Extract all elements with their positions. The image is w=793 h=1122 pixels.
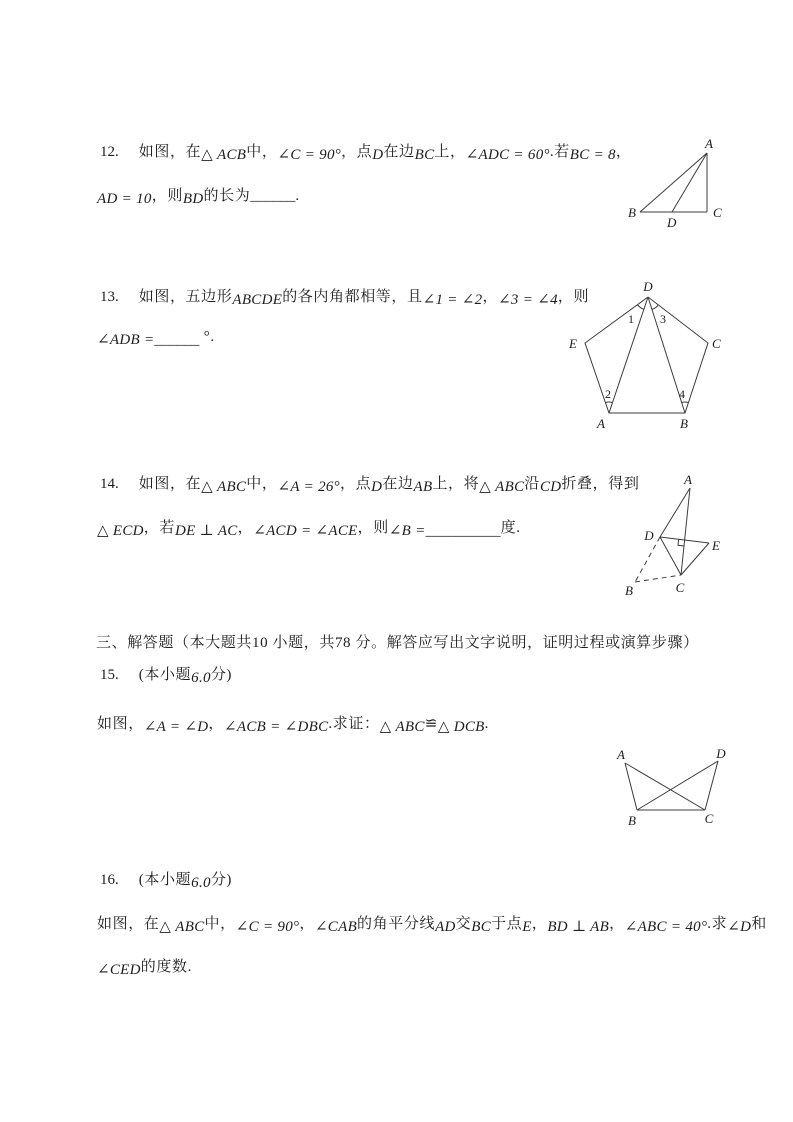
text-run: °. [199,329,215,345]
vertex-label-d: D [667,215,677,230]
text-run: 上，将 [432,476,480,492]
text-run: 分) [210,667,233,683]
math-run: AD = 10 [97,191,152,207]
math-run: D [372,147,384,163]
text-run: 沿 [524,476,540,492]
math-run: BC [471,919,492,935]
figure-q15-bowtie-triangles [610,748,735,830]
text-run: (本小题 [138,872,192,888]
text-run: 的角平分线 [357,916,436,932]
vertex-label-b: B [625,583,633,598]
text-run: 中， [246,476,278,492]
math-run: ABCDE [232,292,283,308]
math-run: BD ⊥ AB [547,919,610,935]
vertex-label-c: C [704,811,714,826]
math-run: △ ABC [201,479,247,495]
question-12-line-2 [97,184,300,206]
text-run: 中， [246,144,278,160]
triangle-edges [640,153,707,212]
figure-q12-right-triangle [625,135,735,230]
score-value: 6.0 [191,875,211,891]
vertex-label-e: E [712,538,720,553]
text-run: 和 [751,916,767,932]
math-run: △ ECD [97,523,144,539]
math-run: ∠D [727,919,752,935]
text-run: ，则 [357,520,389,536]
math-run: ∠ABC = 40° [624,919,708,935]
math-run: ∠ADB = [97,332,155,348]
text-run: 的各内角都相等，且 [282,289,423,305]
text-run: 上， [434,144,466,160]
math-run: ∠CAB [314,919,358,935]
text-run: . [295,188,300,204]
vertex-label-a: A [597,416,605,431]
question-14-line-2 [97,516,521,538]
vertex-label-a: A [617,748,625,762]
text-run: ， [482,289,499,305]
question-15-text [97,712,489,734]
vertex-label-a: A [684,472,692,487]
text-run: (本小题 [138,667,192,683]
question-13-line-2 [97,327,215,349]
text-run: ， [208,716,225,732]
question-16-line-1 [97,912,767,934]
math-run: △ ABC [159,919,205,935]
text-run: 的度数. [140,959,192,975]
text-run: 中， [204,916,236,932]
pentagon-edges [585,297,708,413]
text-run: ， [609,916,625,932]
text-run: ，点 [341,144,373,160]
math-run: ∠B = [388,523,426,539]
triangle-edges [625,761,718,810]
question-number: 13. [100,289,119,305]
question-14-line-1 [100,472,639,494]
math-run: D [371,479,383,495]
text-run: 如图，五边形 [138,289,233,305]
vertex-label-a: A [705,136,713,151]
text-run: 于点 [491,916,523,932]
question-number: 14. [100,476,119,492]
question-16-number-line [100,868,232,890]
text-run: 交 [455,916,472,932]
text-run: 的长为 [203,188,251,204]
text-run: 在边 [382,476,414,492]
text-run: ，则 [151,188,183,204]
congruent-symbol: ≌ [424,716,438,732]
math-run: ∠C = 90° [277,147,342,163]
math-run: ∠1 = ∠2 [422,292,483,308]
math-run: △ ACB [201,147,247,163]
math-run: ∠C = 90° [235,919,300,935]
angle-label-1: 1 [628,312,634,326]
text-run: .求证： [328,716,380,732]
answer-blank: ______ [154,332,200,348]
vertex-label-b: B [680,416,688,431]
math-run: ∠ADC = 60° [465,147,550,163]
math-run: AD [435,919,456,935]
question-13-line-1 [100,285,589,307]
vertex-label-d: D [643,280,653,294]
text-run: .若 [549,144,570,160]
angle-label-2: 2 [605,387,611,401]
text-run: ， [615,144,632,160]
angle-label-4: 4 [679,387,685,401]
vertex-label-c: C [713,205,722,220]
text-run: 如图，在 [138,476,202,492]
math-run: △ DCB [437,719,485,735]
question-number: 12. [100,144,119,160]
section-header-text: 三、解答题（本大题共10 小题，共78 分。解答应写出文字说明，证明过程或演算步骤） [96,635,699,651]
text-run: 分) [210,872,233,888]
question-12-line-1 [100,140,631,162]
math-run: ∠A = ∠D [143,719,209,735]
vertex-label-e: E [569,336,577,351]
question-15-number-line [100,663,232,685]
math-run: E [522,919,532,935]
vertex-label-d: D [644,528,654,543]
score-value: 6.0 [191,670,211,686]
angle-label-3: 3 [660,312,666,326]
vertex-label-d: D [716,748,726,761]
text-run: ， [531,916,548,932]
section-3-header [96,631,699,653]
math-run: CD [540,479,562,495]
math-run: ∠A = 26° [277,479,340,495]
vertex-label-c: C [675,580,685,595]
text-run: . [484,716,490,732]
math-run: △ ABC [379,719,425,735]
math-run: △ ABC [479,479,525,495]
text-run: 如图，在 [138,144,202,160]
text-run: 如图，在 [97,916,160,932]
text-run: 度. [500,520,521,536]
text-run: ， [237,520,254,536]
text-run: ， [299,916,315,932]
math-run: BD [182,191,204,207]
math-run: ∠ACD = ∠ACE [253,523,358,539]
figure-q14-fold-triangle [618,470,740,600]
math-run: DE ⊥ AC [175,523,238,539]
figure-q13-pentagon [565,280,740,432]
question-16-line-2 [97,955,192,977]
text-run: 在边 [383,144,415,160]
text-run: 如图， [97,716,144,732]
text-run: .求 [707,916,728,932]
answer-blank: ______ [250,188,296,204]
text-run: 折叠，得到 [561,476,640,492]
vertex-label-b: B [628,205,636,220]
solid-edges [660,488,709,575]
question-number: 16. [100,872,119,888]
math-run: BC [414,147,435,163]
text-run: ，点 [339,476,372,492]
math-run: AB [413,479,433,495]
math-run: BC = 8 [569,147,616,163]
vertex-label-c: C [712,336,721,351]
math-run: ∠ACB = ∠DBC [224,719,329,735]
dashed-edges [635,537,681,582]
answer-blank: __________ [425,523,501,539]
math-run: ∠CED [97,962,141,978]
question-number: 15. [100,667,119,683]
math-run: ∠3 = ∠4 [498,292,558,308]
text-run: ，若 [143,520,175,536]
vertex-label-b: B [628,813,636,828]
text-run: ，则 [557,289,590,305]
